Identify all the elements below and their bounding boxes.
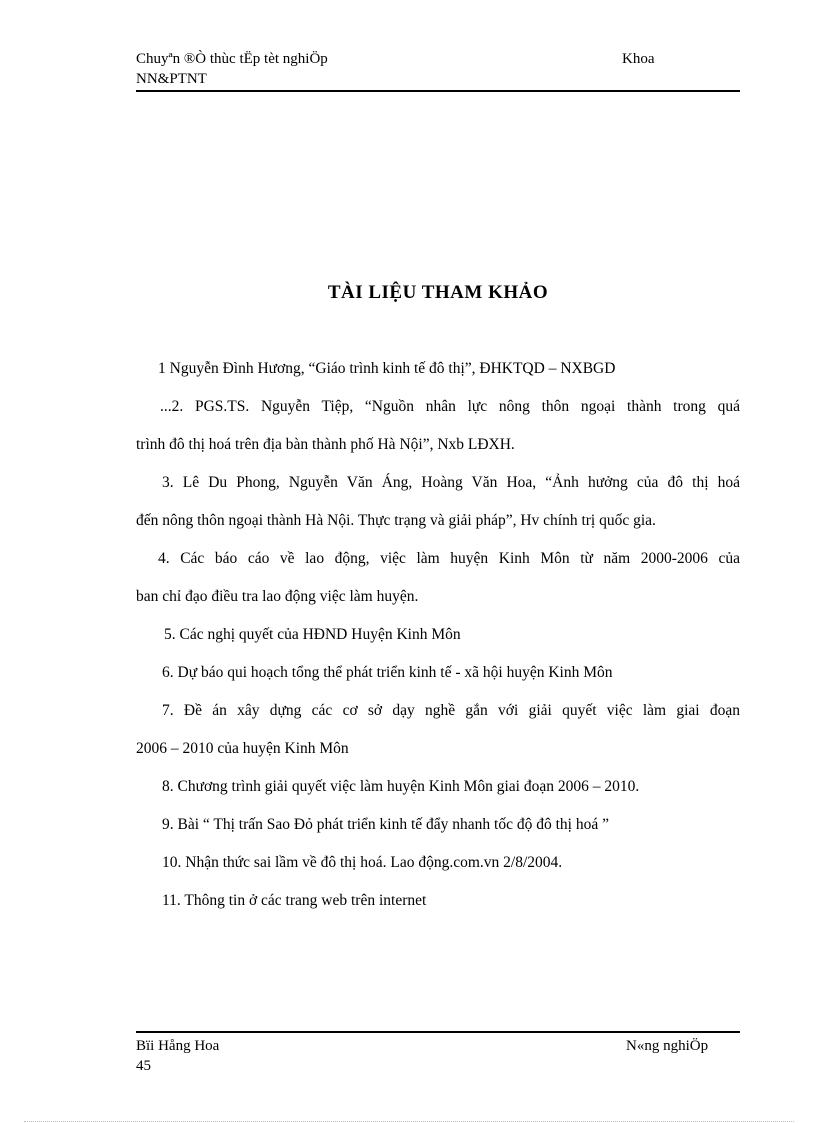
reference-text: 11. Thông tin ở các trang web trên internet — [162, 892, 427, 909]
reference-item-9 — [136, 806, 740, 844]
reference-item-7 — [136, 692, 740, 768]
reference-text: 8. Chương trình giải quyết việc làm huyện Kinh Môn giai đoạn 2006 – 2010. — [162, 778, 640, 795]
reference-item-4 — [136, 540, 740, 616]
reference-text: 4. Các báo cáo về lao động, việc làm huyện Kinh Môn từ năm 2000-2006 của — [158, 550, 740, 567]
reference-continuation: 2006 – 2010 của huyện Kinh Môn — [136, 740, 349, 757]
reference-item-10 — [136, 844, 740, 882]
reference-continuation: trình đô thị hoá trên địa bàn thành phố Hà Nội”, Nxb LĐXH. — [136, 436, 515, 453]
header-faculty-code: NN&PTNT — [136, 71, 207, 87]
footer-department: N«ng nghiÖp — [626, 1038, 709, 1054]
reference-item-2 — [136, 388, 740, 464]
reference-text: 9. Bài “ Thị trấn Sao Đỏ phát triển kinh tế đẩy nhanh tốc độ đô thị hoá ” — [162, 816, 609, 833]
reference-text: 7. Đề án xây dựng các cơ sở dạy nghề gắn với giải quyết việc làm giai đoạn — [162, 702, 740, 719]
reference-item-11 — [136, 882, 740, 920]
reference-item-6 — [136, 654, 740, 692]
reference-text: 6. Dự báo qui hoạch tổng thể phát triển kinh tế - xã hội huyện Kinh Môn — [162, 664, 613, 681]
reference-text: 5. Các nghị quyết của HĐND Huyện Kinh Môn — [164, 626, 461, 643]
reference-continuation: đến nông thôn ngoại thành Hà Nội. Thực trạng và giải pháp”, Hv chính trị quốc gia. — [136, 512, 656, 529]
header-divider — [136, 90, 740, 92]
header-document-type: Chuyªn ®Ò thùc tËp tèt nghiÖp — [136, 51, 328, 67]
page-edge-divider — [24, 1121, 794, 1122]
page-footer — [136, 1036, 740, 1080]
reference-text: ...2. PGS.TS. Nguyễn Tiệp, “Nguồn nhân lực nông thôn ngoại thành trong quá — [160, 398, 740, 415]
reference-item-8 — [136, 768, 740, 806]
reference-item-1 — [136, 350, 740, 388]
reference-text: 1 Nguyễn Đình Hương, “Giáo trình kinh tế đô thị”, ĐHKTQD – NXBGD — [158, 360, 616, 377]
footer-author: Bïi Hång Hoa — [136, 1038, 220, 1054]
header-faculty: Khoa — [622, 51, 655, 67]
page-number: 45 — [136, 1058, 151, 1074]
reference-item-5 — [136, 616, 740, 654]
reference-continuation: ban chỉ đạo điều tra lao động việc làm huyện. — [136, 588, 419, 605]
footer-divider — [136, 1031, 740, 1033]
page-title: TÀI LIỆU THAM KHẢO — [327, 282, 549, 303]
reference-text: 10. Nhận thức sai lầm về đô thị hoá. Lao động.com.vn 2/8/2004. — [162, 854, 563, 871]
reference-item-3 — [136, 464, 740, 540]
reference-list — [136, 350, 740, 920]
reference-text: 3. Lê Du Phong, Nguyễn Văn Áng, Hoàng Văn Hoa, “Ảnh hưởng của đô thị hoá — [162, 474, 740, 491]
page-header — [136, 49, 740, 91]
